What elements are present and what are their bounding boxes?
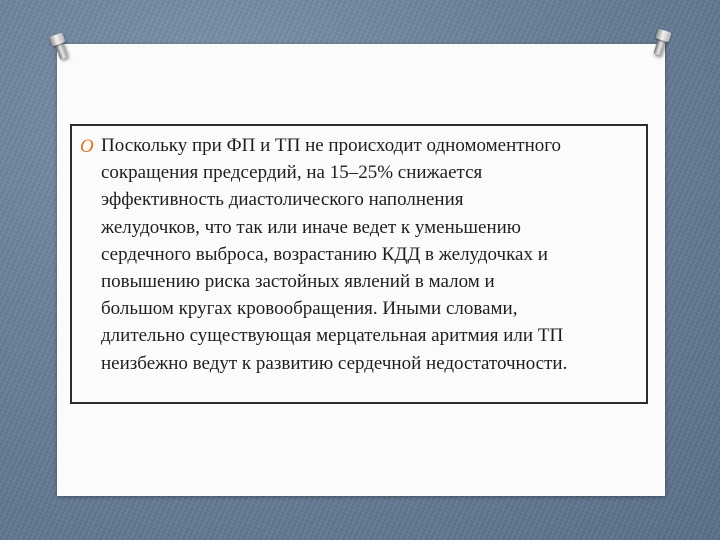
text-line: сокращения предсердий, на 15–25% снижается [101, 162, 483, 184]
text-line: эффективность диастолического наполнения [101, 189, 464, 211]
bullet-icon: O [80, 136, 94, 157]
text-line: Поскольку при ФП и ТП не происходит одномоментного [101, 135, 562, 156]
text-line: сердечного выброса, возрастанию КДД в желудочках и [101, 243, 548, 265]
body-paragraph [101, 132, 645, 377]
text-line: желудочков, что так или иначе ведет к уменьшению [101, 216, 521, 238]
text-line: неизбежно ведут к развитию сердечной недостаточности. [101, 352, 568, 374]
text-line: повышению риска застойных явлений в малом и [101, 271, 495, 293]
text-box [70, 124, 648, 404]
text-line: длительно существующая мерцательная аритмия или ТП [101, 325, 564, 347]
pushpin-icon [49, 32, 71, 61]
pushpin-icon [650, 28, 671, 57]
text-line: большом кругах кровообращения. Иными словами, [101, 298, 518, 320]
